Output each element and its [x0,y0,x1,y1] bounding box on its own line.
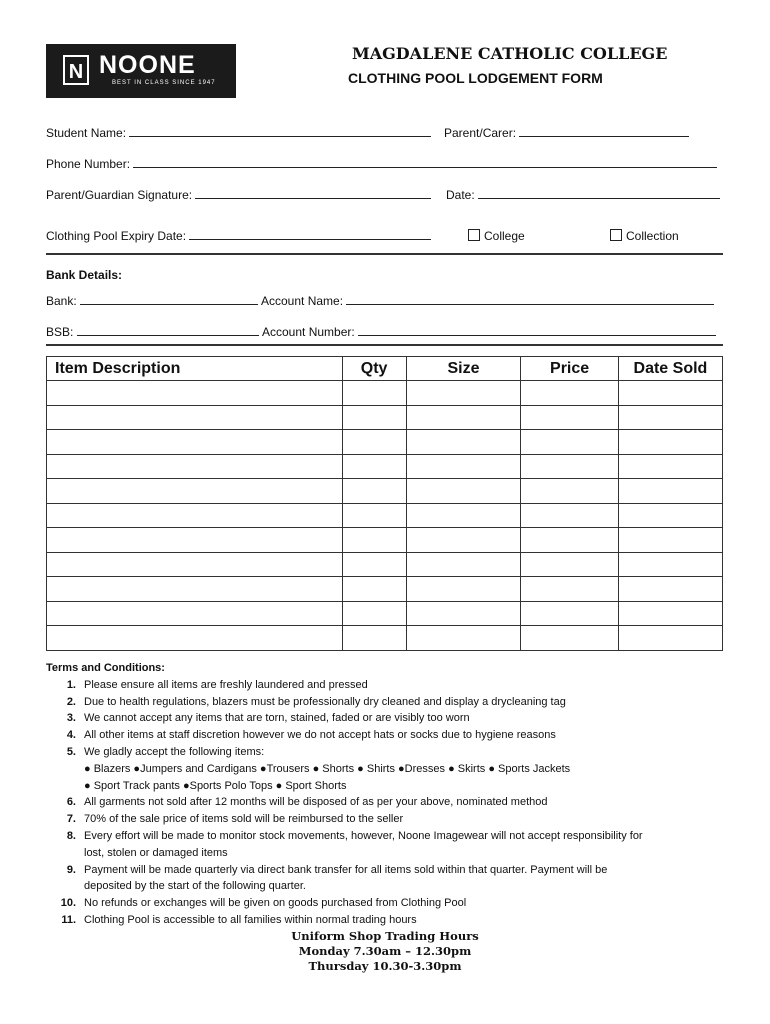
table-cell[interactable] [618,381,722,406]
table-cell[interactable] [342,503,406,528]
table-cell[interactable] [521,626,618,651]
items-table [46,356,723,651]
table-cell[interactable] [47,381,343,406]
terms-item-number [46,845,84,862]
table-cell[interactable] [342,528,406,553]
table-cell[interactable] [342,454,406,479]
date-field[interactable] [446,188,720,202]
noone-logo [46,44,236,98]
trading-hours-monday: Monday 7.30am – 12.30pm [298,944,472,958]
terms-item-text: Due to health regulations, blazers must be professionally dry cleaned and display a drycleaning tag [84,695,566,708]
table-cell[interactable] [618,479,722,504]
divider [46,344,723,346]
terms-item-number: 6. [66,796,76,809]
terms-item-text: We gladly accept the following items: [84,745,265,758]
phone-number-line[interactable] [133,157,717,168]
terms-item [46,677,736,694]
table-cell[interactable] [521,405,618,430]
table-cell[interactable] [521,503,618,528]
table-cell[interactable] [47,430,343,455]
table-row [47,479,723,504]
terms-item-text: We cannot accept any items that are torn, stained, faded or are visibly too worn [84,712,470,725]
expiry-date-line[interactable] [189,229,431,240]
terms-item-number: 2. [66,695,76,708]
terms-item-text: deposited by the start of the following quarter. [84,880,306,893]
table-row [47,626,723,651]
table-cell[interactable] [521,430,618,455]
table-cell[interactable] [342,479,406,504]
form-title: CLOTHING POOL LODGEMENT FORM [348,70,603,86]
collection-option[interactable] [610,229,679,243]
bank-line[interactable] [80,294,258,305]
terms-item-number: 5. [66,745,76,758]
terms-item [46,862,736,879]
student-name-line[interactable] [129,126,431,137]
table-cell[interactable] [342,552,406,577]
terms-item-text: lost, stolen or damaged items [84,846,228,859]
col-item-description: Item Description [47,357,343,381]
table-cell[interactable] [618,405,722,430]
table-cell[interactable] [406,381,521,406]
table-cell[interactable] [406,528,521,553]
items-table-body [47,381,723,651]
logo-tagline: BEST IN CLASS SINCE 1947 [112,80,216,86]
table-cell[interactable] [342,626,406,651]
bsb-line[interactable] [77,325,259,336]
terms-item-number: 11. [61,913,76,926]
date-line[interactable] [478,188,720,199]
logo-letter: N [63,55,89,85]
parent-carer-label: Parent/Carer: [444,126,517,140]
table-cell[interactable] [618,577,722,602]
table-cell[interactable] [47,405,343,430]
college-label: College [484,229,525,243]
terms-item [46,845,736,862]
account-name-line[interactable] [346,294,714,305]
logo-brand: NOONE [99,51,196,79]
table-cell[interactable] [521,528,618,553]
account-name-label: Account Name: [261,294,344,308]
account-number-line[interactable] [358,325,716,336]
terms-item-number: 10. [60,897,76,910]
trading-hours-thursday: Thursday 10.30-3.30pm [308,959,462,973]
signature-field[interactable] [46,188,431,202]
terms-item [46,710,736,727]
student-name-field[interactable] [46,126,431,140]
terms-item [46,895,736,912]
account-number-field[interactable] [262,325,716,339]
table-row [47,577,723,602]
account-name-field[interactable] [261,294,714,308]
terms-item-text: ● Sport Track pants ●Sports Polo Tops ● Sport Shorts [84,779,347,792]
terms-item-text: Clothing Pool is accessible to all families within normal trading hours [84,913,417,926]
col-qty: Qty [342,357,406,381]
table-cell[interactable] [406,601,521,626]
table-row [47,454,723,479]
terms-item [46,694,736,711]
terms-item [46,744,736,761]
table-cell[interactable] [521,381,618,406]
terms-item-text: 70% of the sale price of items sold will be reimbursed to the seller [84,813,404,826]
table-row [47,601,723,626]
table-cell[interactable] [406,626,521,651]
table-cell[interactable] [47,601,343,626]
bank-label: Bank: [46,294,77,308]
expiry-date-field[interactable] [46,229,431,243]
terms-item-number [46,878,84,895]
terms-item-number [46,778,84,795]
table-cell[interactable] [47,552,343,577]
terms-item [46,794,736,811]
phone-number-field[interactable] [46,157,717,171]
table-cell[interactable] [342,405,406,430]
table-cell[interactable] [521,479,618,504]
signature-label: Parent/Guardian Signature: [46,188,193,202]
table-row [47,503,723,528]
terms-item-number: 7. [66,813,76,826]
terms-item [46,878,736,895]
bsb-label: BSB: [46,325,74,339]
divider [46,253,723,255]
table-cell[interactable] [521,601,618,626]
terms-item-number: 1. [66,678,76,691]
terms-section [46,660,736,929]
table-cell[interactable] [406,405,521,430]
table-cell[interactable] [47,577,343,602]
collection-checkbox[interactable] [610,229,622,241]
terms-list [46,677,736,929]
account-number-label: Account Number: [262,325,355,339]
table-cell[interactable] [47,454,343,479]
table-cell[interactable] [521,577,618,602]
terms-item-text: ● Blazers ●Jumpers and Cardigans ●Trousers ● Shorts ● Shirts ●Dresses ● Skirts ● Sports Jackets [84,762,571,775]
table-header-row [47,357,723,381]
table-cell[interactable] [406,479,521,504]
terms-item-number [46,761,84,778]
terms-item-text: All garments not sold after 12 months will be disposed of as per your above, nominated method [84,796,548,809]
table-row [47,430,723,455]
table-cell[interactable] [47,528,343,553]
table-cell[interactable] [47,503,343,528]
table-cell[interactable] [406,577,521,602]
terms-item-number: 9. [66,863,76,876]
trading-hours-title: Uniform Shop Trading Hours [291,929,479,943]
table-cell[interactable] [521,454,618,479]
table-cell[interactable] [406,552,521,577]
col-size: Size [406,357,521,381]
table-cell[interactable] [406,454,521,479]
table-cell[interactable] [342,601,406,626]
col-price: Price [521,357,618,381]
bank-details-heading: Bank Details: [46,268,123,282]
table-cell[interactable] [618,601,722,626]
table-cell[interactable] [618,454,722,479]
collection-label: Collection [626,229,679,243]
terms-item [46,761,736,778]
table-cell[interactable] [342,430,406,455]
terms-item [46,727,736,744]
table-cell[interactable] [618,503,722,528]
terms-item-number: 3. [66,712,76,725]
terms-item-text: Payment will be made quarterly via direct bank transfer for all items sold within that quarter. Payment will be [84,863,608,876]
terms-item [46,912,736,929]
school-name: MAGDALENE CATHOLIC COLLEGE [352,44,668,63]
terms-item-number: 4. [66,729,76,742]
terms-item [46,778,736,795]
table-cell[interactable] [406,503,521,528]
terms-item-number: 8. [66,829,76,842]
bank-field[interactable] [46,294,258,308]
signature-line[interactable] [195,188,431,199]
terms-item-text: All other items at staff discretion however we do not accept hats or socks due to hygiene reasons [84,729,556,742]
terms-item [46,811,736,828]
table-cell[interactable] [342,577,406,602]
college-option[interactable] [468,229,525,243]
date-label: Date: [446,188,475,202]
college-checkbox[interactable] [468,229,480,241]
parent-carer-line[interactable] [519,126,689,137]
terms-item [46,828,736,845]
col-date-sold: Date Sold [618,357,722,381]
terms-item-text: No refunds or exchanges will be given on goods purchased from Clothing Pool [84,897,467,910]
parent-carer-field[interactable] [444,126,689,140]
table-row [47,552,723,577]
table-cell[interactable] [47,479,343,504]
terms-item-text: Every effort will be made to monitor stock movements, however, Noone Imagewear will not accept responsibility for [84,829,643,842]
table-row [47,381,723,406]
table-row [47,405,723,430]
expiry-date-label: Clothing Pool Expiry Date: [46,229,187,243]
table-cell[interactable] [521,552,618,577]
table-cell[interactable] [47,626,343,651]
table-cell[interactable] [618,528,722,553]
phone-number-label: Phone Number: [46,157,131,171]
terms-item-text: Please ensure all items are freshly laundered and pressed [84,678,368,691]
table-row [47,528,723,553]
bsb-field[interactable] [46,325,259,339]
table-cell[interactable] [618,626,722,651]
table-cell[interactable] [618,552,722,577]
student-name-label: Student Name: [46,126,127,140]
table-cell[interactable] [406,430,521,455]
table-cell[interactable] [342,381,406,406]
trading-hours [0,929,770,974]
terms-heading: Terms and Conditions: [46,662,165,674]
table-cell[interactable] [618,430,722,455]
